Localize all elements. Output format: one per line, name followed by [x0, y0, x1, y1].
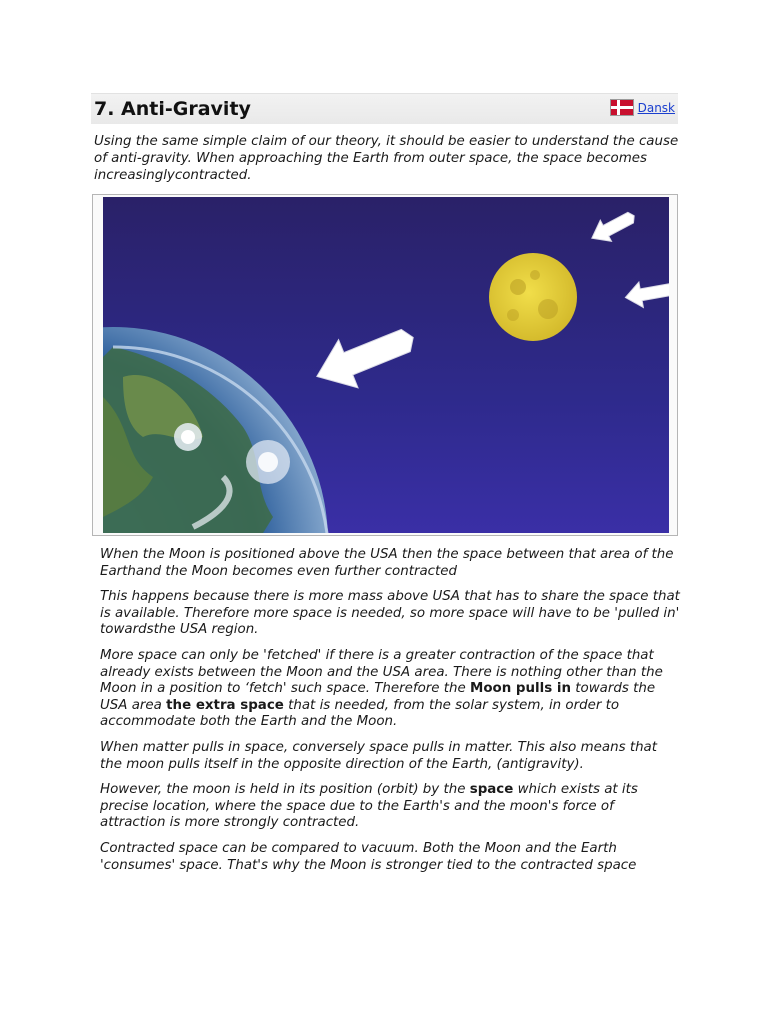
- paragraph-2: This happens because there is more mass above USA that has to share the space that is available. Therefore more space is needed, so more space will have to be 'pulled in' towardsthe USA region.: [100, 589, 680, 638]
- paragraph-3: [100, 648, 680, 731]
- language-switch[interactable]: [610, 99, 675, 116]
- paragraph-1: When the Moon is positioned above the USA then the space between that area of the Earthand the Moon becomes even further contracted: [100, 547, 674, 579]
- paragraph-6: Contracted space can be compared to vacuum. Both the Moon and the Earth 'consumes' space. That's why the Moon is stronger tied to the contracted space: [100, 840, 637, 873]
- paragraph-4: When matter pulls in space, conversely space pulls in matter. This also means that the moon pulls itself in the opposite direction of the Earth, (antigravity).: [100, 739, 658, 772]
- paragraph-3-text-a: More space can only be 'fetched' if there is a greater contraction of the space that already exists between the Moon and the USA area. There is nothing other than the Moon in a position to ‘fetch' such space. Therefore the: [100, 647, 663, 697]
- intro-paragraph: Using the same simple claim of our theory, it should be easier to understand the cause of anti-gravity. When approaching the Earth from outer space, the space becomes increasinglycontracted.: [94, 134, 679, 183]
- dansk-link[interactable]: Dansk: [637, 100, 675, 115]
- article-body: [100, 547, 680, 883]
- paragraph-3-text-c: towards the USA area: [100, 681, 656, 713]
- paragraph-5-text-a: However, the moon is held in its position (orbit) by the: [100, 782, 470, 798]
- paragraph-5-text-c: which exists at its precise location, where the space due to the Earth's and the moon's force of attraction is more strongly contracted.: [100, 782, 638, 831]
- section-header: [91, 93, 678, 124]
- paragraph-5: [100, 782, 680, 832]
- figure-frame: [92, 194, 678, 536]
- danish-flag-icon[interactable]: [610, 99, 634, 116]
- earth-moon-illustration: [103, 197, 669, 533]
- paragraph-3-text-e: that is needed, from the solar system, in order to accommodate both the Earth and the Moon.: [100, 697, 620, 730]
- paragraph-5-bold-space: space: [469, 782, 514, 798]
- moon-icon: [489, 253, 577, 341]
- paragraph-3-bold-moon-pulls-in: Moon pulls in: [470, 681, 571, 697]
- paragraph-3-bold-extra-space: the extra space: [166, 697, 284, 713]
- section-title: 7. Anti-Gravity: [94, 98, 251, 120]
